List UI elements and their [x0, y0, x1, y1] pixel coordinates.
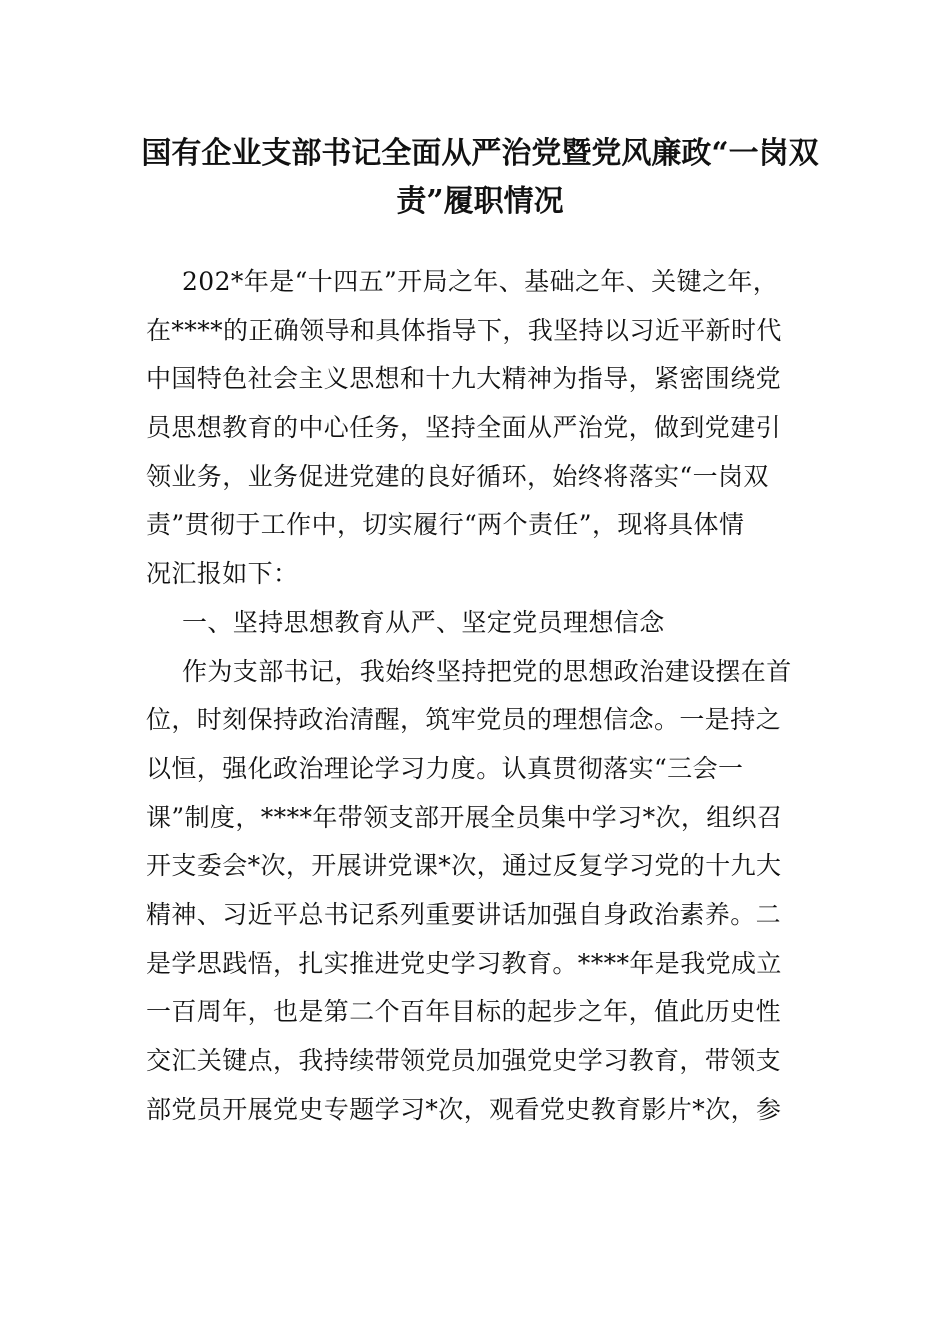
title-line-1: 国有企业支部书记全面从严治党暨党风廉政“一岗双 [141, 136, 819, 171]
paragraph-1-line-6: 责”贯彻于工作中，切实履行“两个责任”，现将具体情 [146, 510, 745, 540]
paragraph-2-line-9: 交汇关键点，我持续带领党员加强党史学习教育，带领支 [146, 1046, 782, 1075]
paragraph-2-line-2: 位，时刻保持政治清醒，筑牢党员的理想信念。一是持之 [146, 705, 782, 735]
section-heading-1: 一、坚持思想教育从严、坚定党员理想信念 [182, 607, 665, 637]
paragraph-1-line-1: 202*年是“十四五”开局之年、基础之年、关键之年， [182, 267, 779, 296]
paragraph-2-line-6: 精神、习近平总书记系列重要讲话加强自身政治素养。二 [146, 899, 782, 929]
paragraph-1-line-7: 况汇报如下： [146, 559, 299, 589]
paragraph-1-line-2: 在****的正确领导和具体指导下，我坚持以习近平新时代 [146, 315, 782, 345]
paragraph-1-line-5: 领业务，业务促进党建的良好循环，始终将落实“一岗双 [146, 461, 769, 491]
document-title [140, 130, 820, 226]
document-body [146, 258, 806, 1134]
paragraph-2-line-5: 开支委会*次，开展讲党课*次，通过反复学习党的十九大 [146, 851, 782, 881]
title-line-2: 责”履职情况 [396, 184, 564, 219]
paragraph-2-line-4: 课”制度，****年带领支部开展全员集中学习*次，组织召 [146, 802, 783, 832]
paragraph-2-line-10: 部党员开展党史专题学习*次，观看党史教育影片*次，参 [146, 1094, 782, 1124]
paragraph-2-line-8: 一百周年，也是第二个百年目标的起步之年，值此历史性 [146, 997, 782, 1027]
paragraph-1-line-3: 中国特色社会主义思想和十九大精神为指导，紧密围绕党 [146, 364, 782, 394]
paragraph-2-line-7: 是学思践悟，扎实推进党史学习教育。****年是我党成立 [146, 948, 782, 978]
paragraph-2-line-3: 以恒，强化政治理论学习力度。认真贯彻落实“三会一 [146, 753, 744, 783]
paragraph-1-line-4: 员思想教育的中心任务，坚持全面从严治党，做到党建引 [146, 413, 782, 443]
paragraph-2-line-1: 作为支部书记，我始终坚持把党的思想政治建设摆在首 [182, 656, 792, 686]
